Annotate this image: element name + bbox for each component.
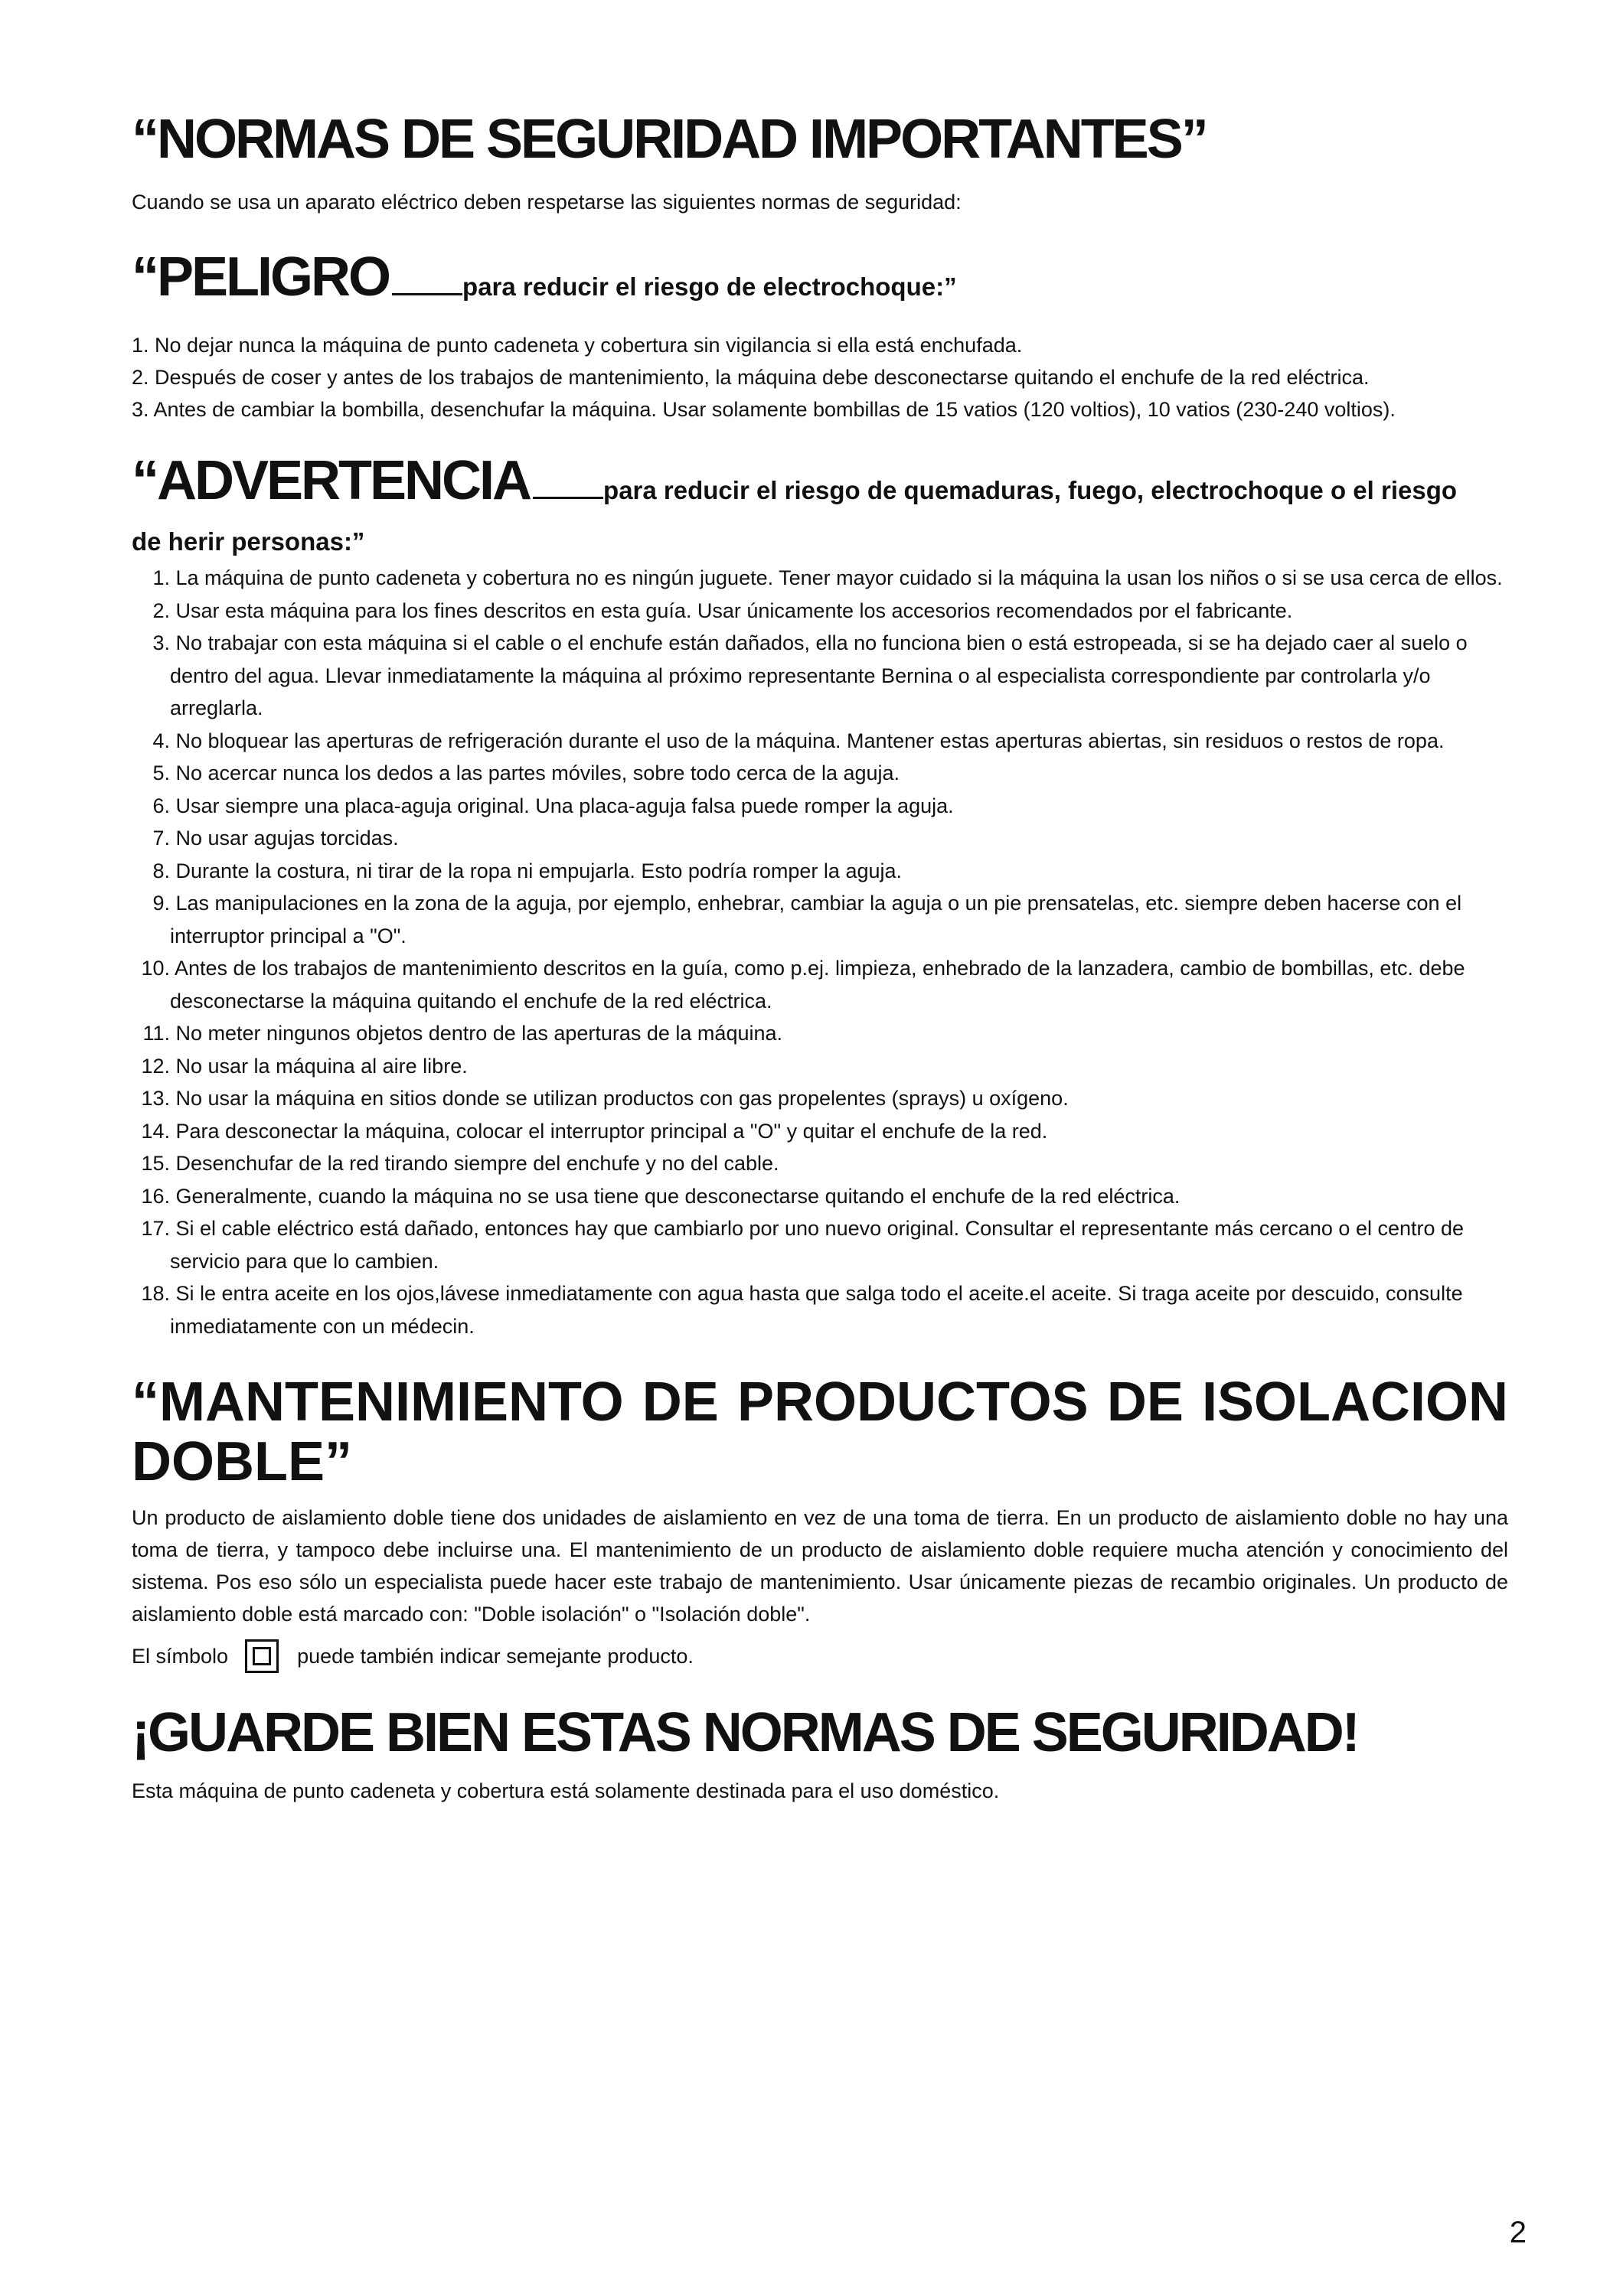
list-item: 16. Generalmente, cuando la máquina no se usa tiene que desconectarse quitando el enchufe de la red eléctrica. bbox=[141, 1184, 1181, 1208]
mantenimiento-paragraph: Un producto de aislamiento doble tiene dos unidades de aislamiento en vez de una toma de tierra. En un producto de aislamiento doble no hay una toma de tierra, y tampoco debe incluirse una. El mantenimiento de un producto de aislamiento doble requiere mucha atención y conocimiento del sistema. Pos eso sólo un especialista puede hacer este trabajo de mantenimiento. Usar únicamente piezas de recambio originales. Un producto de aislamiento doble está marcado con: "Doble isolación" o "Isolación doble". bbox=[132, 1506, 1508, 1626]
list-item: 1. La máquina de punto cadeneta y cobertura no es ningún juguete. Tener mayor cuidado si la máquina la usan los niños o si se usa cerca de ellos. bbox=[152, 566, 1503, 589]
heading-rule bbox=[533, 497, 603, 499]
list-item: 8. Durante la costura, ni tirar de la ropa ni empujarla. Esto podría romper la aguja. bbox=[152, 859, 903, 882]
page-number: 2 bbox=[1509, 2216, 1527, 2249]
peligro-heading bbox=[132, 245, 1508, 325]
mantenimiento-title: “MANTENIMIENTO DE PRODUCTOS DE ISOLACION bbox=[132, 1371, 1508, 1433]
list-item: 15. Desenchufar de la red tirando siempre del enchufe y no del cable. bbox=[141, 1152, 779, 1175]
heading-rule bbox=[392, 293, 462, 295]
symbol-text-after: puede también indicar semejante producto. bbox=[297, 1645, 694, 1668]
peligro-title: “PELIGRO bbox=[132, 246, 390, 308]
advertencia-title: “ADVERTENCIA bbox=[132, 450, 531, 511]
list-item: 14. Para desconectar la máquina, colocar el interruptor principal a "O" y quitar el enchufe de la red. bbox=[141, 1119, 1048, 1143]
list-item: 9. Las manipulaciones en la zona de la aguja, por ejemplo, enhebrar, cambiar la aguja o un pie prensatelas, etc. siempre deben hacerse con el interruptor principal a "O". bbox=[152, 892, 1462, 947]
peligro-subtitle: para reducir el riesgo de electrochoque:” bbox=[462, 272, 957, 301]
list-item: 17. Si el cable eléctrico está dañado, entonces hay que cambiarlo por uno nuevo original. Consultar el representante más cercano o el centro de servicio para que lo cambien. bbox=[141, 1217, 1465, 1273]
symbol-text-before: El símbolo bbox=[132, 1645, 229, 1668]
intro-text: Cuando se usa un aparato eléctrico deben respetarse las siguientes normas de seguridad: bbox=[132, 191, 962, 214]
list-item: 5. No acercar nunca los dedos a las partes móviles, sobre todo cerca de la aguja. bbox=[152, 762, 900, 784]
list-item: 2. Después de coser y antes de los trabajos de mantenimiento, la máquina debe desconectarse quitando el enchufe de la red eléctrica. bbox=[132, 366, 1370, 389]
list-item: 18. Si le entra aceite en los ojos,lávese inmediatamente con agua hasta que salga todo el aceite.el aceite. Si traga aceite por descuido, consulte inmediatamente con un médecin. bbox=[141, 1282, 1463, 1338]
list-item: 3. Antes de cambiar la bombilla, desenchufar la máquina. Usar solamente bombillas de 15 vatios (120 voltios), 10 vatios (230-240 voltios). bbox=[132, 398, 1396, 421]
advertencia-list bbox=[132, 562, 1508, 1342]
double-insulation-icon bbox=[245, 1639, 279, 1673]
list-item: 10. Antes de los trabajos de mantenimiento descritos en la guía, como p.ej. limpieza, enhebrado de la lanzadera, cambio de bombillas, etc. debe desconectarse la máquina quitando el enchufe de la red eléctrica. bbox=[141, 957, 1465, 1013]
list-item: 6. Usar siempre una placa-aguja original. Una placa-aguja falsa puede romper la aguja. bbox=[152, 794, 954, 817]
list-item: 12. No usar la máquina al aire libre. bbox=[141, 1054, 468, 1078]
mantenimiento-title-cont: DOBLE” bbox=[132, 1431, 352, 1492]
advertencia-subtitle-cont: de herir personas:” bbox=[132, 527, 365, 556]
list-item: 2. Usar esta máquina para los fines descritos en esta guía. Usar únicamente los accesorios recomendados por el fabricante. bbox=[152, 598, 1293, 622]
list-item: 4. No bloquear las aperturas de refrigeración durante el uso de la máquina. Mantener estas aperturas abiertas, sin residuos o restos de ropa. bbox=[152, 729, 1445, 752]
list-item: 7. No usar agujas torcidas. bbox=[152, 827, 399, 850]
list-item: 3. No trabajar con esta máquina si el cable o el enchufe están dañados, ella no funciona bien o está estropeada, si se ha dejado caer al suelo o dentro del agua. Llevar inmediatamente la máquina al próximo representante Bernina o al especialista correspondiente par controlarla y/o arreglarla. bbox=[152, 631, 1468, 719]
guarde-title: ¡GUARDE BIEN ESTAS NORMAS DE SEGURIDAD! bbox=[132, 1702, 1358, 1763]
symbol-line bbox=[132, 1639, 1508, 1673]
list-item: 11. No meter ningunos objetos dentro de las aperturas de la máquina. bbox=[142, 1022, 783, 1045]
list-item: 1. No dejar nunca la máquina de punto cadeneta y cobertura sin vigilancia si ella está enchufada. bbox=[132, 334, 1023, 357]
document-page bbox=[132, 107, 1508, 1806]
advertencia-subtitle: para reducir el riesgo de quemaduras, fuego, electrochoque o el riesgo bbox=[603, 476, 1458, 504]
list-item: 13. No usar la máquina en sitios donde se utilizan productos con gas propelentes (sprays) u oxígeno. bbox=[141, 1087, 1069, 1110]
peligro-list bbox=[132, 329, 1508, 426]
page-title: “NORMAS DE SEGURIDAD IMPORTANTES” bbox=[132, 109, 1207, 170]
guarde-text: Esta máquina de punto cadeneta y cobertura está solamente destinada para el uso doméstico. bbox=[132, 1779, 1000, 1802]
advertencia-heading bbox=[132, 450, 1508, 523]
